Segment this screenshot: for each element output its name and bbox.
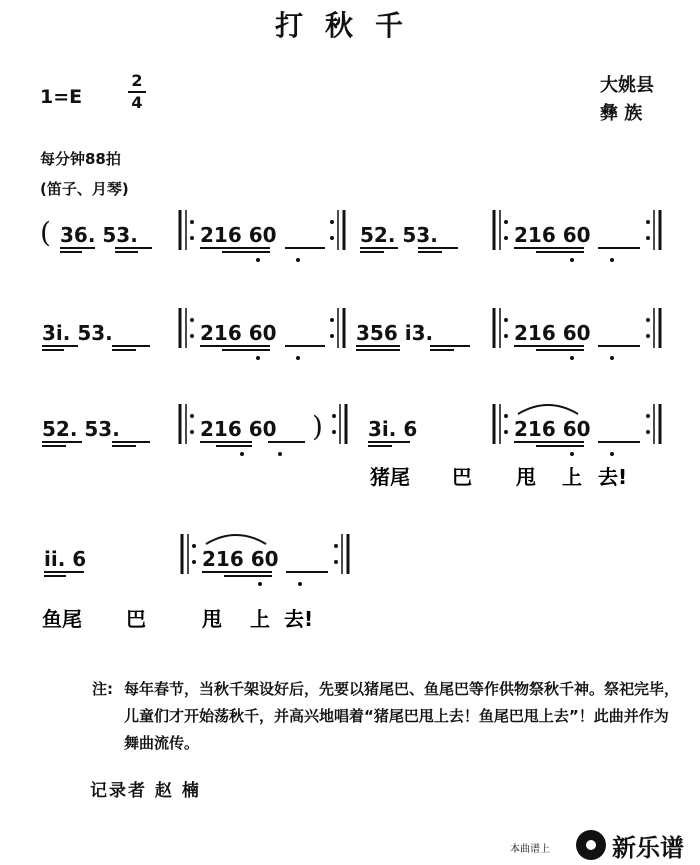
barline-repeat-start-r1b xyxy=(494,210,508,250)
lyric-1-1: 猪尾 xyxy=(370,465,410,489)
close-paren: ) xyxy=(312,410,323,443)
barline-repeat-start-r2b xyxy=(494,308,508,348)
brand-caption: 本曲谱上 xyxy=(510,844,550,855)
score-text-r1m4: 216 60 xyxy=(514,223,591,247)
time-signature-numerator: 2 xyxy=(131,71,143,90)
footnote xyxy=(92,676,682,757)
score-text-r1m1: 36. 53. xyxy=(60,223,138,247)
score-text-r2m1: 3i. 53. xyxy=(42,321,113,345)
slur xyxy=(206,535,266,544)
lyric-1-3: 甩 xyxy=(516,465,536,489)
lyric-2-3: 甩 xyxy=(202,607,222,631)
barline-repeat-start-r3b xyxy=(494,404,508,444)
footnote-text: 每年春节，当秋千架设好后，先要以猪尾巴、鱼尾巴等作供物祭秋千神。祭祀完毕，儿童们才开始荡秋千，并高兴地唱着“猪尾巴甩上去！鱼尾巴甩上去”！此曲并作为舞曲流传。 xyxy=(124,680,680,752)
measure-r4-m2 xyxy=(202,535,328,586)
score-text-r2m2: 216 60 xyxy=(200,321,277,345)
key-signature: 1=E xyxy=(40,86,83,108)
lyric-1-2: 巴 xyxy=(452,465,472,489)
measure-r3-m4 xyxy=(514,405,640,456)
score-text-r2m3: 356 i3. xyxy=(356,321,434,345)
time-signature-denominator: 4 xyxy=(131,93,143,112)
barline-repeat-end-r3b xyxy=(646,404,660,444)
measure-r3-m1 xyxy=(42,417,150,446)
origin-ethnic: 彝 族 xyxy=(600,103,643,124)
instrument-note: (笛子、月琴) xyxy=(40,180,129,198)
score-text-r2m4: 216 60 xyxy=(514,321,591,345)
slur xyxy=(518,405,578,414)
score-text-r3m4: 216 60 xyxy=(514,417,591,441)
barline-repeat-start-r1 xyxy=(180,210,194,250)
lyric-1-5: 去! xyxy=(598,465,628,489)
lyric-2-2: 巴 xyxy=(126,607,146,631)
barline-repeat-end-r4 xyxy=(334,534,348,574)
barline-repeat-end-r1a xyxy=(330,210,344,250)
barline-repeat-end-r3a xyxy=(332,404,346,444)
measure-r1-m4 xyxy=(514,223,640,262)
measure-r3-m2 xyxy=(200,417,305,456)
open-paren: ( xyxy=(40,216,51,249)
measure-r2-m1 xyxy=(42,321,150,350)
score-text-r3m1: 52. 53. xyxy=(42,417,120,441)
measure-r2-m2 xyxy=(200,321,325,360)
lyric-2-1: 鱼尾 xyxy=(42,607,82,631)
song-title: 打秋千 xyxy=(274,9,425,42)
score-text-r1m3: 52. 53. xyxy=(360,223,438,247)
origin-county: 大姚县 xyxy=(600,75,654,96)
disc-logo-icon xyxy=(576,830,606,860)
barline-repeat-start-r4 xyxy=(182,534,196,574)
recorder-credit: 记录者 赵 楠 xyxy=(90,781,201,801)
lyric-2-5: 去! xyxy=(284,607,314,631)
footnote-label: 注: xyxy=(92,680,113,698)
brand-name: 新乐谱 xyxy=(612,834,684,862)
measure-r4-m1 xyxy=(44,547,86,576)
score-text-r1m2: 216 60 xyxy=(200,223,277,247)
score-text-r4m1: ii. 6 xyxy=(44,547,87,571)
score-text-r4m2: 216 60 xyxy=(202,547,279,571)
barline-repeat-end-r1b xyxy=(646,210,660,250)
measure-r2-m4 xyxy=(514,321,640,360)
measure-r1-m2 xyxy=(200,223,325,262)
measure-r2-m3 xyxy=(356,321,470,350)
barline-repeat-end-r2b xyxy=(646,308,660,348)
measure-r1-m1 xyxy=(60,223,152,252)
measure-r3-m3 xyxy=(368,417,417,446)
lyric-1-4: 上 xyxy=(562,465,582,489)
barline-repeat-start-r2a xyxy=(180,308,194,348)
lyric-2-4: 上 xyxy=(250,607,270,631)
score-text-r3m3: 3i. 6 xyxy=(368,417,418,441)
barline-repeat-start-r3a xyxy=(180,404,194,444)
measure-r1-m3 xyxy=(360,223,458,252)
score-text-r3m2: 216 60 xyxy=(200,417,277,441)
barline-repeat-end-r2a xyxy=(330,308,344,348)
tempo-marking: 每分钟88拍 xyxy=(40,150,121,168)
